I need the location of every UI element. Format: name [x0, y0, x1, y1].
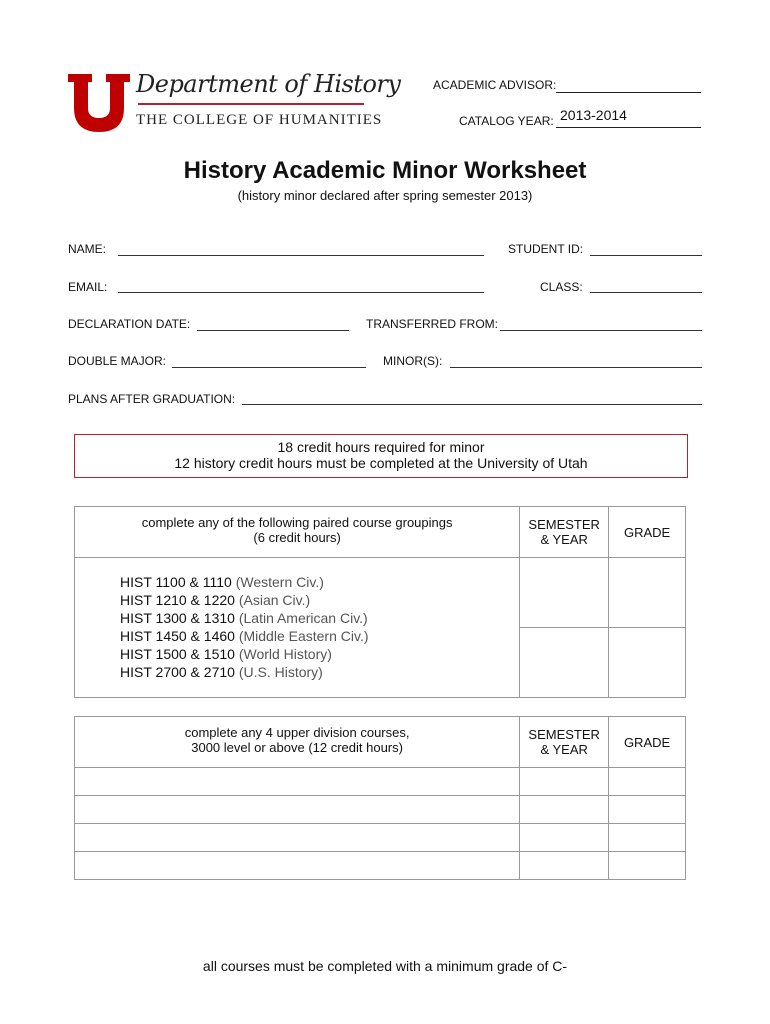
double-major-label: DOUBLE MAJOR: [68, 354, 167, 368]
course-code: HIST 1100 & 1110 [120, 574, 232, 590]
upper-heading-line-1: complete any 4 upper division courses, [184, 725, 410, 740]
advisor-label: ACADEMIC ADVISOR: [433, 78, 557, 92]
semester-cell[interactable] [520, 796, 609, 824]
semester-label: SEMESTER [528, 517, 600, 532]
paired-heading-line-2: (6 credit hours) [253, 530, 341, 545]
course-code: HIST 2700 & 2710 [120, 664, 235, 680]
grade-cell[interactable] [609, 628, 686, 698]
semester-year-header [520, 507, 609, 558]
university-logo-icon [68, 74, 130, 132]
plans-field[interactable] [242, 404, 702, 405]
catalog-value: 2013-2014 [560, 107, 627, 123]
course-code: HIST 1450 & 1460 [120, 628, 235, 644]
course-name: (U.S. History) [238, 664, 323, 680]
minors-label: MINOR(S): [383, 354, 443, 368]
advisor-field[interactable] [556, 91, 701, 93]
course-item [120, 573, 519, 591]
course-entry-cell[interactable] [75, 796, 520, 824]
course-name: (World History) [238, 646, 332, 662]
class-field[interactable] [590, 292, 702, 293]
declaration-date-label: DECLARATION DATE: [68, 317, 191, 331]
paired-courses-table [74, 506, 686, 698]
requirements-line-1: 18 credit hours required for minor [277, 439, 485, 455]
upper-heading-line-2: 3000 level or above (12 credit hours) [191, 740, 403, 755]
course-name: (Asian Civ.) [238, 592, 311, 608]
grade-cell[interactable] [609, 824, 686, 852]
catalog-label: CATALOG YEAR: [459, 114, 554, 128]
catalog-field[interactable] [556, 126, 701, 128]
transferred-from-label: TRANSFERRED FROM: [366, 317, 498, 331]
requirements-line-2: 12 history credit hours must be completed at the University of Utah [174, 455, 588, 471]
email-field[interactable] [118, 292, 484, 293]
course-code: HIST 1210 & 1220 [120, 592, 235, 608]
year-label: & YEAR [540, 742, 588, 757]
course-name: (Middle Eastern Civ.) [238, 628, 369, 644]
student-id-label: STUDENT ID: [508, 242, 584, 256]
department-title: Department of History [136, 70, 401, 98]
course-entry-cell[interactable] [75, 824, 520, 852]
page-subtitle: (history minor declared after spring semester 2013) [237, 188, 533, 203]
class-label: CLASS: [540, 280, 583, 294]
student-id-field[interactable] [590, 255, 702, 256]
semester-cell[interactable] [520, 558, 609, 628]
course-entry-cell[interactable] [75, 768, 520, 796]
course-code: HIST 1500 & 1510 [120, 646, 235, 662]
plans-label: PLANS AFTER GRADUATION: [68, 392, 236, 406]
semester-cell[interactable] [520, 768, 609, 796]
grade-header: GRADE [609, 507, 686, 558]
course-item [120, 591, 519, 609]
logo-divider [138, 103, 364, 105]
year-label: & YEAR [540, 532, 588, 547]
course-list-cell [75, 558, 520, 698]
paired-heading-line-1: complete any of the following paired course groupings [141, 515, 453, 530]
semester-cell[interactable] [520, 824, 609, 852]
paired-courses-heading [75, 507, 520, 558]
course-item [120, 645, 519, 663]
grade-cell[interactable] [609, 768, 686, 796]
course-name: (Western Civ.) [235, 574, 324, 590]
name-label: NAME: [68, 242, 107, 256]
semester-cell[interactable] [520, 852, 609, 880]
upper-division-heading [75, 717, 520, 768]
semester-label: SEMESTER [528, 727, 600, 742]
email-label: EMAIL: [68, 280, 108, 294]
course-entry-cell[interactable] [75, 852, 520, 880]
course-item [120, 609, 519, 627]
minors-field[interactable] [450, 367, 702, 368]
footer-note: all courses must be completed with a minimum grade of C- [202, 958, 568, 974]
transferred-from-field[interactable] [500, 330, 702, 331]
double-major-field[interactable] [172, 367, 366, 368]
course-item [120, 627, 519, 645]
college-name: THE COLLEGE OF HUMANITIES [136, 112, 383, 128]
upper-division-table [74, 716, 686, 880]
grade-cell[interactable] [609, 796, 686, 824]
course-list [120, 573, 519, 681]
course-code: HIST 1300 & 1310 [120, 610, 235, 626]
course-name: (Latin American Civ.) [238, 610, 368, 626]
grade-cell[interactable] [609, 558, 686, 628]
semester-cell[interactable] [520, 628, 609, 698]
semester-year-header [520, 717, 609, 768]
course-item [120, 663, 519, 681]
name-field[interactable] [118, 255, 484, 256]
grade-header: GRADE [609, 717, 686, 768]
grade-cell[interactable] [609, 852, 686, 880]
declaration-date-field[interactable] [197, 330, 349, 331]
page-title: History Academic Minor Worksheet [183, 157, 587, 184]
requirements-box [74, 434, 688, 478]
